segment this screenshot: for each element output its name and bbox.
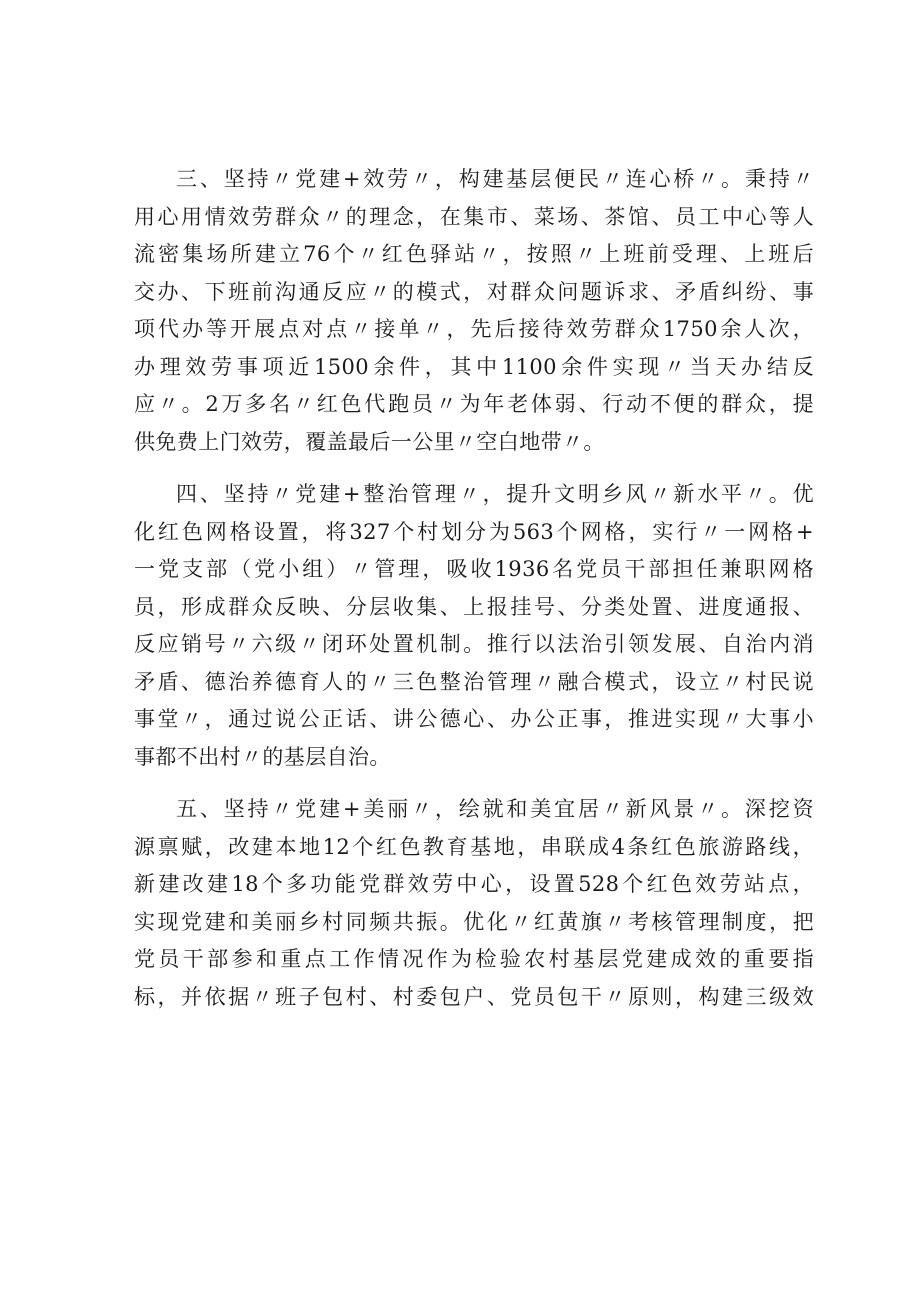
text-line: 员，形成群众反映、分层收集、上报挂号、分类处置、进度通报、 [134,594,814,619]
text-line: 源禀赋，改建本地12个红色教育基地，串联成4条红色旅游路线， [134,834,814,859]
text-line: 党员干部参和重点工作情况作为检验农村基层党建成效的重要指 [134,947,814,971]
text-line: 标，并依据〃班子包村、村委包户、党员包干〃原则，构建三级效 [134,984,814,1009]
text-line: 三、坚持〃党建+效劳〃，构建基层便民〃连心桥〃。秉持〃 [176,167,814,191]
paragraph-party-building-beauty [134,791,814,1016]
text-line: 应〃。2万多名〃红色代跑员〃为年老体弱、行动不便的群众，提 [134,392,814,416]
text-line: 事都不出村〃的基层自治。 [134,744,391,769]
document-body [134,161,814,1016]
text-line: 四、坚持〃党建+整治管理〃，提升文明乡风〃新水平〃。优 [176,482,814,506]
text-line: 化红色网格设置，将327个村划分为563个网格，实行〃一网格+ [134,519,814,544]
text-line: 实现党建和美丽乡村同频共振。优化〃红黄旗〃考核管理制度，把 [134,909,814,934]
text-line: 用心用情效劳群众〃的理念，在集市、菜场、茶馆、员工中心等人 [134,204,814,229]
text-line: 矛盾、德治养德育人的〃三色整治管理〃融合模式，设立〃村民说 [134,669,814,694]
text-line: 办理效劳事项近1500余件，其中1100余件实现〃当天办结反 [134,354,814,379]
paragraph-party-building-governance [134,476,814,776]
text-line: 项代办等开展点对点〃接单〃，先后接待效劳群众1750余人次， [134,317,814,341]
text-line: 新建改建18个多功能党群效劳中心，设置528个红色效劳站点， [134,872,814,896]
text-line: 供免费上门效劳，覆盖最后一公里〃空白地带〃。 [134,429,605,454]
paragraph-party-building-service [134,161,814,461]
text-line: 反应销号〃六级〃闭环处置机制。推行以法治引领发展、自治内消 [134,632,814,656]
text-line: 一党支部（党小组）〃管理，吸收1936名党员干部担任兼职网格 [134,557,814,581]
text-line: 五、坚持〃党建+美丽〃，绘就和美宜居〃新风景〃。深挖资 [176,797,814,821]
text-line: 流密集场所建立76个〃红色驿站〃，按照〃上班前受理、上班后 [134,242,814,266]
paragraph-spacer [134,461,814,476]
text-line: 事堂〃，通过说公正话、讲公德心、办公正事，推进实现〃大事小 [134,707,814,731]
text-line: 交办、下班前沟通反应〃的模式，对群众问题诉求、矛盾纠纷、事 [134,279,814,304]
paragraph-spacer [134,776,814,791]
